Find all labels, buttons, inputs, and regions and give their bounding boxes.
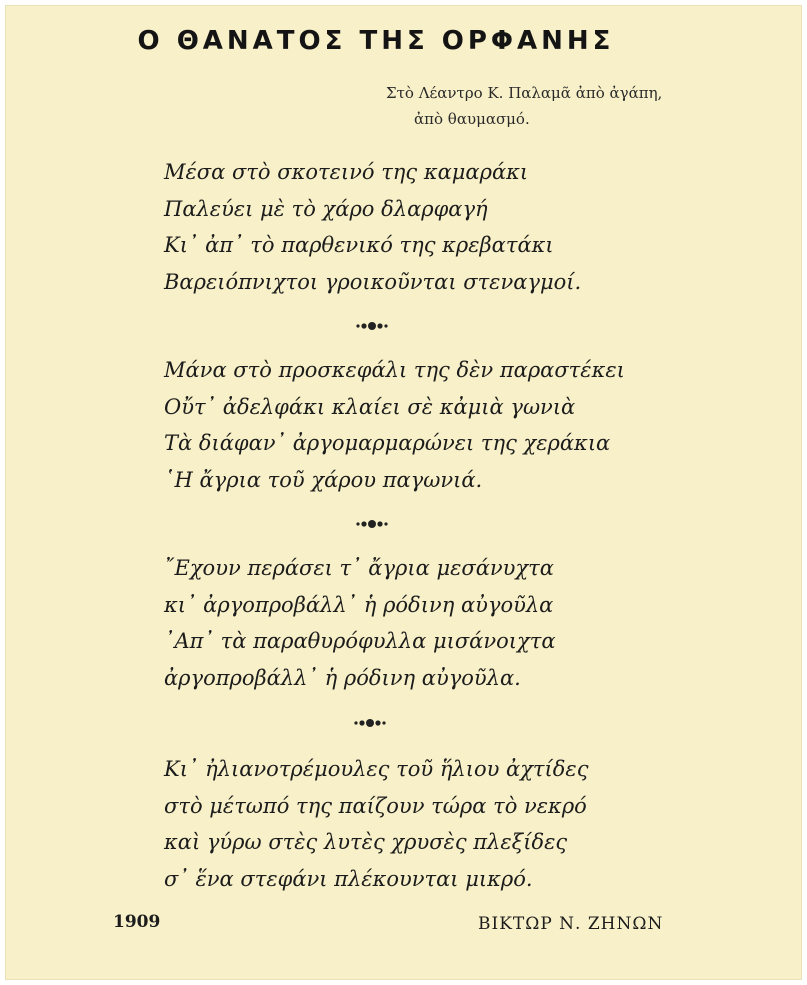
poem-title: Ο ΘΑΝΑΤΟΣ ΤΗΣ ΟΡΦΑΝΗΣ (137, 26, 615, 56)
stanza-3 (164, 550, 724, 696)
verse-line: Τὰ διάφαν᾽ ἀργομαρμαρώνει της χεράκια (164, 431, 611, 455)
dedication-line: Στὸ Λέαντρο Κ. Παλαμᾶ ἀπὸ ἀγάπη, (386, 84, 663, 102)
verse-line: Μέσα στὸ σκοτεινό της καμαράκι (164, 160, 529, 184)
stanza-2 (164, 352, 724, 498)
verse-line: κι᾽ ἀργοπροβάλλ᾽ ἡ ρόδινη αὐγοῦλα (164, 592, 554, 617)
verse-line: ῎Εχουν περάσει τ᾽ ἄγρια μεσάνυχτα (164, 556, 554, 580)
verse-line: καὶ γύρω στὲς λυτὲς χρυσὲς πλεξίδες (164, 830, 568, 854)
verse-line: σ᾽ ἕνα στεφάνι πλέκουνται μικρό. (164, 866, 533, 891)
poem-page (6, 6, 801, 979)
fleuron-icon (350, 717, 390, 729)
verse-line: ῾Η ἄγρια τοῦ χάρου παγωνιά. (164, 467, 483, 492)
verse-line: Κι᾽ ἠλιανοτρέμουλες τοῦ ἥλιου ἀχτίδες (164, 757, 589, 781)
stanza-4 (164, 751, 724, 897)
verse-line: Μάνα στὸ προσκεφάλι της δὲν παραστέκει (164, 358, 625, 382)
dedication (386, 80, 726, 132)
verse-line: ᾽Απ᾽ τὰ παραθυρόφυλλα μισάνοιχτα (164, 629, 556, 653)
verse-line: στὸ μέτωπό της παίζουν τώρα τὸ νεκρό (164, 793, 587, 818)
verse-line: Οὔτ᾽ ἀδελφάκι κλαίει σὲ κἀμιὰ γωνιὰ (164, 394, 576, 419)
verse-line: Βαρειόπνιχτοι γροικοῦνται στεναγμοί. (164, 269, 582, 294)
stanza-1 (164, 154, 724, 300)
dedication-line: ἀπὸ θαυμασμό. (414, 110, 530, 128)
poem-year: 1909 (113, 912, 161, 932)
verse-line: ἀργοπροβάλλ᾽ ἡ ρόδινη αὐγοῦλα. (164, 665, 521, 690)
fleuron-icon (352, 518, 392, 530)
verse-line: Παλεύει μὲ τὸ χάρο δλαρφαγή (164, 196, 488, 221)
poem-author: ΒΙΚΤΩΡ Ν. ΖΗΝΩΝ (478, 914, 664, 934)
fleuron-icon (352, 320, 392, 332)
verse-line: Κι᾽ ἀπ᾽ τὸ παρθενικό της κρεβατάκι (164, 233, 554, 257)
